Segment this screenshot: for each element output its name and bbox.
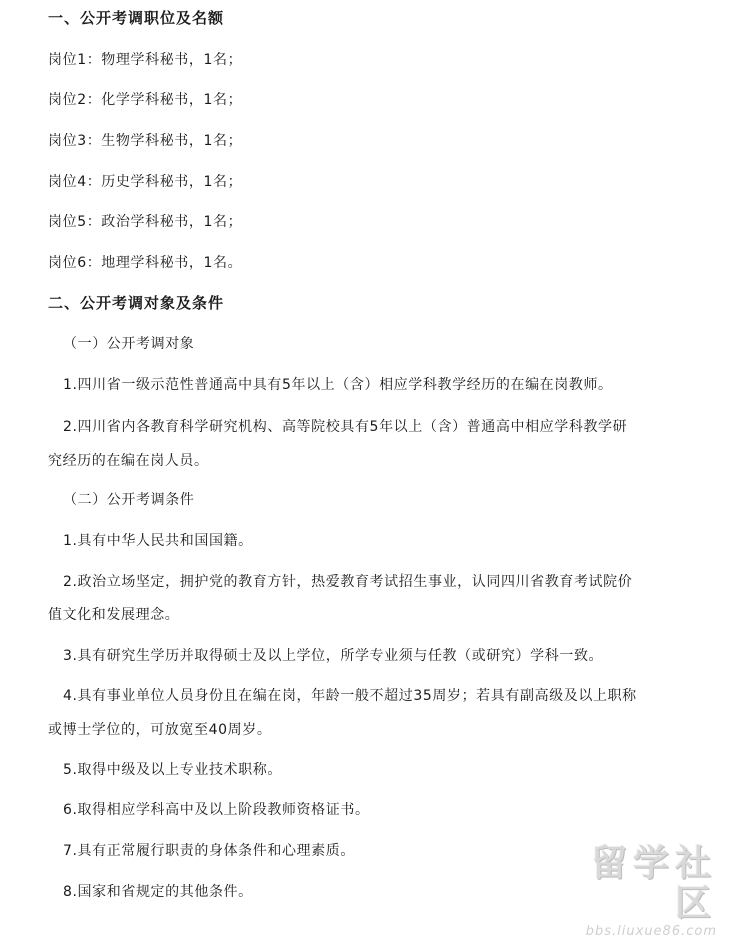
position-item-2: 岗位2：化学学科秘书，1名； [48, 92, 243, 108]
condition-item-7: 7.具有正常履行职责的身体条件和心理素质。 [63, 843, 355, 859]
target-item-2-line1: 2.四川省内各教育科学研究机构、高等院校具有5年以上（含）普通高中相应学科教学研 [63, 419, 628, 435]
condition-item-5: 5.取得中级及以上专业技术职称。 [63, 762, 282, 778]
condition-item-2-line2: 值文化和发展理念。 [48, 607, 180, 623]
watermark-url: bbs.liuxue86.com [585, 924, 717, 939]
position-item-5: 岗位5：政治学科秘书，1名； [48, 214, 243, 230]
section1-heading: 一、公开考调职位及名额 [48, 9, 225, 27]
target-item-1: 1.四川省一级示范性普通高中具有5年以上（含）相应学科教学经历的在编在岗教师。 [63, 377, 613, 393]
position-item-1: 岗位1：物理学科秘书，1名； [48, 52, 243, 68]
position-item-6: 岗位6：地理学科秘书，1名。 [48, 255, 243, 271]
position-item-4: 岗位4：历史学科秘书，1名； [48, 174, 243, 190]
section2-heading: 二、公开考调对象及条件 [48, 294, 225, 312]
subsection2-title: （二）公开考调条件 [63, 492, 195, 508]
watermark-logo: 留学社区 [590, 843, 717, 924]
condition-item-8: 8.国家和省规定的其他条件。 [63, 884, 253, 900]
condition-item-2-line1: 2.政治立场坚定，拥护党的教育方针，热爱教育考试招生事业，认同四川省教育考试院价 [63, 574, 633, 590]
condition-item-4-line1: 4.具有事业单位人员身份且在编在岗，年龄一般不超过35周岁；若具有副高级及以上职称 [63, 688, 637, 704]
condition-item-1: 1.具有中华人民共和国国籍。 [63, 533, 253, 549]
position-item-3: 岗位3：生物学科秘书，1名； [48, 133, 243, 149]
site-watermark [557, 843, 717, 939]
target-item-2-line2: 究经历的在编在岗人员。 [48, 453, 209, 469]
condition-item-3: 3.具有研究生学历并取得硕士及以上学位，所学专业须与任教（或研究）学科一致。 [63, 648, 604, 664]
condition-item-6: 6.取得相应学科高中及以上阶段教师资格证书。 [63, 802, 370, 818]
condition-item-4-line2: 或博士学位的，可放宽至40周岁。 [48, 722, 272, 738]
subsection1-title: （一）公开考调对象 [63, 336, 195, 352]
